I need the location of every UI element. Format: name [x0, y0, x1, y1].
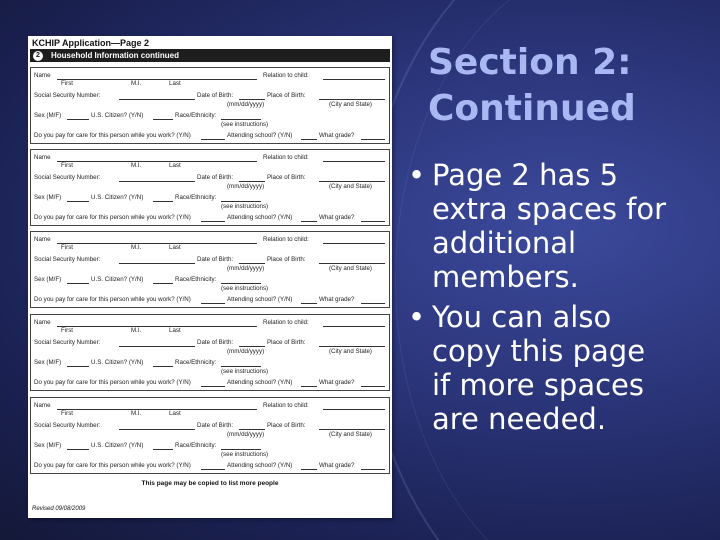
form-blank-line [67, 201, 89, 202]
form-field-label: First [61, 327, 74, 334]
form-blank-line [301, 386, 317, 387]
form-field-label: (City and State) [329, 183, 372, 190]
form-field-label: Do you pay for care for this person while you work? (Y/N) [34, 296, 191, 303]
form-field-label: (mm/dd/yyyy) [227, 431, 265, 438]
form-field-label: Name [34, 72, 51, 79]
form-blank-line [201, 139, 225, 140]
form-blank-line [301, 303, 317, 304]
form-blank-line [221, 366, 261, 367]
form-field-label: Social Security Number: [34, 339, 101, 346]
form-field-label: Social Security Number: [34, 174, 101, 181]
form-field-label: Name [34, 236, 51, 243]
form-field-label: U.S. Citizen? (Y/N) [91, 194, 144, 201]
form-blank-line [153, 283, 173, 284]
section-header-bar [30, 49, 390, 62]
form-blank-line [319, 263, 385, 264]
form-field-label: M.I. [131, 162, 142, 169]
form-blank-line [239, 346, 265, 347]
form-blank-line [67, 119, 89, 120]
bullet-dot-icon: • [408, 158, 426, 192]
section-header-title: Household Information continued [51, 51, 179, 60]
form-blank-line [323, 79, 385, 80]
form-field-label: Attending school? (Y/N) [227, 379, 293, 386]
form-field-label: First [61, 80, 74, 87]
form-field-label: First [61, 244, 74, 251]
form-blank-line [221, 201, 261, 202]
form-blank-line [239, 429, 265, 430]
form-field-label: Race/Ethnicity: [175, 442, 217, 449]
form-field-label: Attending school? (Y/N) [227, 462, 293, 469]
form-blank-line [323, 161, 385, 162]
form-field-label: U.S. Citizen? (Y/N) [91, 276, 144, 283]
form-field-label: Last [169, 162, 181, 169]
form-field-label: Date of Birth: [197, 339, 234, 346]
form-blank-line [221, 283, 261, 284]
form-blank-line [153, 366, 173, 367]
form-field-label: Race/Ethnicity: [175, 194, 217, 201]
form-field-label: Do you pay for care for this person while you work? (Y/N) [34, 462, 191, 469]
bullet-item [408, 158, 708, 294]
form-field-label: M.I. [131, 327, 142, 334]
form-field-label: Relation to child: [263, 402, 309, 409]
form-field-label: (City and State) [329, 431, 372, 438]
form-blank-line [319, 99, 385, 100]
form-blank-line [67, 283, 89, 284]
form-field-label: Social Security Number: [34, 256, 101, 263]
bullet-item [408, 300, 708, 436]
form-blank-line [361, 139, 385, 140]
form-field-label: Date of Birth: [197, 92, 234, 99]
form-field-label: M.I. [131, 80, 142, 87]
slide-title-line-2: Continued [428, 88, 636, 129]
section-number-badge: 2 [33, 51, 43, 61]
form-blank-line [67, 449, 89, 450]
form-blank-line [301, 139, 317, 140]
bullet-dot-icon: • [408, 300, 426, 334]
form-blank-line [301, 221, 317, 222]
form-blank-line [319, 181, 385, 182]
form-page-image [28, 36, 392, 518]
form-blank-line [323, 243, 385, 244]
form-field-label: Sex (M/F) [34, 276, 62, 283]
form-field-label: (see instructions) [221, 451, 269, 458]
form-blank-line [67, 366, 89, 367]
form-field-label: Attending school? (Y/N) [227, 296, 293, 303]
form-field-label: Date of Birth: [197, 256, 234, 263]
form-field-label: Last [169, 80, 181, 87]
bullet-line: additional [432, 226, 577, 260]
form-field-label: Do you pay for care for this person while you work? (Y/N) [34, 214, 191, 221]
form-blank-line [57, 79, 257, 80]
form-blank-line [119, 99, 195, 100]
household-member-block [30, 149, 390, 226]
form-blank-line [361, 469, 385, 470]
form-blank-line [201, 469, 225, 470]
form-field-label: (mm/dd/yyyy) [227, 183, 265, 190]
form-field-label: M.I. [131, 244, 142, 251]
form-blank-line [201, 221, 225, 222]
form-blank-line [361, 221, 385, 222]
household-member-block [30, 231, 390, 308]
form-field-label: What grade? [319, 296, 355, 303]
form-blank-line [57, 409, 257, 410]
form-blank-line [319, 429, 385, 430]
form-blank-line [301, 469, 317, 470]
slide-title [428, 40, 708, 132]
slide-title-line-1: Section 2: [428, 42, 632, 83]
form-field-label: Place of Birth: [267, 174, 306, 181]
household-member-block [30, 397, 390, 474]
form-footer-note: This page may be copied to list more people [141, 480, 279, 487]
bullet-line: You can also [432, 300, 612, 334]
form-field-label: U.S. Citizen? (Y/N) [91, 112, 144, 119]
bullet-line: extra spaces for [432, 192, 667, 226]
form-field-label: Social Security Number: [34, 422, 101, 429]
form-blank-line [239, 263, 265, 264]
form-field-label: Race/Ethnicity: [175, 112, 217, 119]
bullet-list [408, 158, 708, 442]
form-blank-line [323, 326, 385, 327]
form-field-label: Sex (M/F) [34, 359, 62, 366]
form-field-label: Sex (M/F) [34, 112, 62, 119]
form-field-label: Sex (M/F) [34, 442, 62, 449]
form-field-label: Race/Ethnicity: [175, 276, 217, 283]
form-field-label: (see instructions) [221, 368, 269, 375]
form-blank-line [119, 429, 195, 430]
form-field-label: (see instructions) [221, 121, 269, 128]
form-field-label: U.S. Citizen? (Y/N) [91, 442, 144, 449]
form-blank-line [57, 161, 257, 162]
form-field-label: Date of Birth: [197, 174, 234, 181]
form-field-label: Relation to child: [263, 72, 309, 79]
form-field-label: Place of Birth: [267, 92, 306, 99]
form-blank-line [319, 346, 385, 347]
form-field-label: Relation to child: [263, 319, 309, 326]
form-blank-line [119, 346, 195, 347]
form-field-label: Name [34, 154, 51, 161]
form-field-label: Do you pay for care for this person while you work? (Y/N) [34, 379, 191, 386]
form-field-label: U.S. Citizen? (Y/N) [91, 359, 144, 366]
form-field-label: (City and State) [329, 265, 372, 272]
form-blank-line [119, 263, 195, 264]
form-field-label: Place of Birth: [267, 339, 306, 346]
form-blank-line [361, 303, 385, 304]
form-title: KCHIP Application—Page 2 [32, 38, 150, 48]
form-field-label: Place of Birth: [267, 422, 306, 429]
form-blank-line [239, 99, 265, 100]
household-member-block [30, 67, 390, 144]
form-field-label: (mm/dd/yyyy) [227, 348, 265, 355]
form-field-label: Social Security Number: [34, 92, 101, 99]
form-field-label: (see instructions) [221, 285, 269, 292]
form-field-label: (mm/dd/yyyy) [227, 265, 265, 272]
form-blank-line [323, 409, 385, 410]
form-blank-line [221, 449, 261, 450]
form-blank-line [153, 449, 173, 450]
household-member-block [30, 314, 390, 391]
form-field-label: (City and State) [329, 101, 372, 108]
form-blank-line [239, 181, 265, 182]
form-field-label: Name [34, 402, 51, 409]
form-blank-line [119, 181, 195, 182]
form-field-label: (City and State) [329, 348, 372, 355]
form-field-label: What grade? [319, 214, 355, 221]
form-blank-line [153, 201, 173, 202]
form-blank-line [361, 386, 385, 387]
form-field-label: Sex (M/F) [34, 194, 62, 201]
form-field-label: Name [34, 319, 51, 326]
bullet-line: are needed. [432, 402, 607, 436]
form-field-label: Date of Birth: [197, 422, 234, 429]
form-field-label: First [61, 410, 74, 417]
form-field-label: Race/Ethnicity: [175, 359, 217, 366]
form-blank-line [201, 303, 225, 304]
form-field-label: Last [169, 410, 181, 417]
form-field-label: What grade? [319, 132, 355, 139]
form-field-label: Attending school? (Y/N) [227, 132, 293, 139]
form-field-label: Place of Birth: [267, 256, 306, 263]
bullet-line: if more spaces [432, 368, 645, 402]
form-field-label: (see instructions) [221, 203, 269, 210]
form-blank-line [57, 326, 257, 327]
form-blank-line [201, 386, 225, 387]
form-field-label: What grade? [319, 379, 355, 386]
form-blank-line [153, 119, 173, 120]
form-field-label: (mm/dd/yyyy) [227, 101, 265, 108]
form-revised-date: Revised 09/08/2009 [32, 506, 86, 512]
form-field-label: Attending school? (Y/N) [227, 214, 293, 221]
form-blank-line [57, 243, 257, 244]
form-field-label: Relation to child: [263, 236, 309, 243]
bullet-line: members. [432, 260, 579, 294]
form-field-label: Do you pay for care for this person while you work? (Y/N) [34, 132, 191, 139]
form-field-label: First [61, 162, 74, 169]
bullet-line: Page 2 has 5 [432, 158, 619, 192]
form-field-label: What grade? [319, 462, 355, 469]
bullet-line: copy this page [432, 334, 646, 368]
form-field-label: Last [169, 244, 181, 251]
form-field-label: Last [169, 327, 181, 334]
form-field-label: Relation to child: [263, 154, 309, 161]
form-blank-line [221, 119, 261, 120]
form-field-label: M.I. [131, 410, 142, 417]
